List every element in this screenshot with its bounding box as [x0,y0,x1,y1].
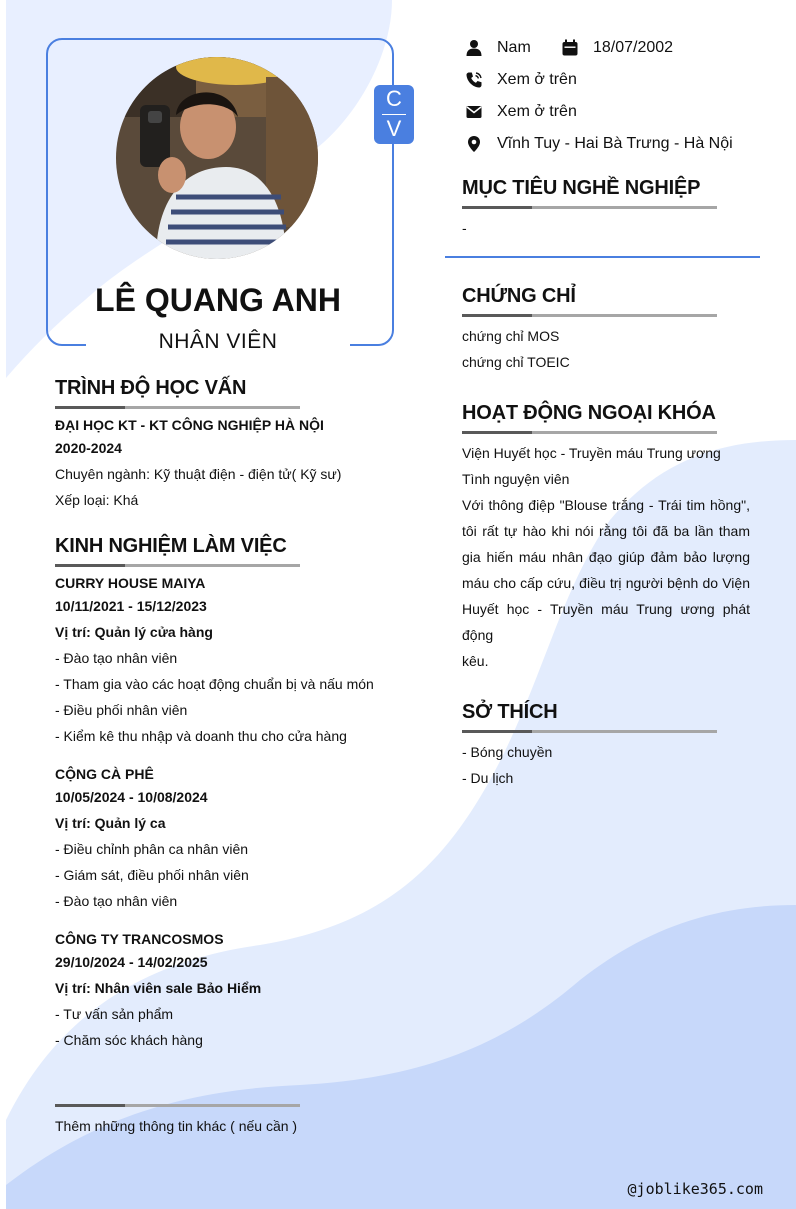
contact-gender-row [465,39,483,62]
other-info-text: Thêm những thông tin khác ( nếu cần ) [55,1118,298,1134]
objective-divider [445,256,760,258]
hobby-item: - Bóng chuyền [462,744,553,760]
certificates-heading-rule [462,314,717,317]
email-value: Xem ở trên [497,103,577,120]
avatar [116,57,318,259]
location-icon [465,135,483,153]
job-position: Vị trí: Nhân viên sale Bảo Hiểm [55,980,262,996]
activity-description-line: kêu. [462,653,489,669]
hobby-item: - Du lịch [462,770,514,786]
certificates-heading: CHỨNG CHỈ [462,285,576,307]
activity-org: Viện Huyết học - Truyền máu Trung ương [462,445,721,461]
job-position: Vị trí: Quản lý ca [55,815,166,831]
job-task: - Giám sát, điều phối nhân viên [55,867,249,883]
activity-description [462,492,750,674]
phone-icon [465,71,483,89]
certificate-item: chứng chỉ MOS [462,328,560,344]
address-value: Vĩnh Tuy - Hai Bà Trưng - Hà Nội [497,135,733,152]
activity-role: Tình nguyện viên [462,471,570,487]
job-period: 29/10/2024 - 14/02/2025 [55,954,208,970]
hobbies-heading: SỞ THÍCH [462,701,558,723]
job-task: - Kiểm kê thu nhập và doanh thu cho cửa hàng [55,728,347,744]
contact-email-icon-wrap [465,103,483,126]
job-task: - Tư vấn sản phẩm [55,1006,174,1022]
education-heading-rule [55,406,300,409]
contact-dob-icon-wrap [561,39,579,62]
full-name: LÊ QUANG ANH [95,282,341,318]
education-school: ĐẠI HỌC KT - KT CÔNG NGHIỆP HÀ NỘI [55,417,324,433]
job-task: - Điều chỉnh phân ca nhân viên [55,841,249,857]
job-period: 10/11/2021 - 15/12/2023 [55,598,207,614]
job-task: - Điều phối nhân viên [55,702,188,718]
activity-description-line: Huyết học - Truyền máu Trung ương phát động [462,601,750,643]
job-task: - Chăm sóc khách hàng [55,1032,203,1048]
objective-heading: MỤC TIÊU NGHỀ NGHIỆP [462,177,701,199]
job-position: Vị trí: Quản lý cửa hàng [55,624,213,640]
objective-text: - [462,220,467,236]
job-task: - Đào tạo nhân viên [55,650,178,666]
cv-badge-letter-c: C [386,86,402,111]
contact-phone-icon-wrap [465,71,483,94]
activities-heading: HOẠT ĐỘNG NGOẠI KHÓA [462,402,716,424]
footer-watermark: @joblike365.com [627,1180,763,1198]
experience-heading: KINH NGHIỆM LÀM VIỆC [55,535,287,557]
job-task: - Đào tạo nhân viên [55,893,178,909]
email-icon [465,103,483,121]
calendar-icon [561,39,579,57]
other-info-rule [55,1104,300,1107]
job-task: - Tham gia vào các hoạt động chuẩn bị và nấu món [55,676,374,692]
avatar-photo [116,57,318,259]
education-heading: TRÌNH ĐỘ HỌC VẤN [55,377,247,399]
user-icon [465,39,483,57]
education-period: 2020-2024 [55,440,122,456]
job-period: 10/05/2024 - 10/08/2024 [55,789,208,805]
education-major: Chuyên ngành: Kỹ thuật điện - điện tử( Kỹ sư) [55,466,342,482]
cv-badge [374,85,414,144]
dob-value: 18/07/2002 [593,39,674,56]
hobbies-heading-rule [462,730,717,733]
activity-description-line: Với thông điệp "Blouse trắng - Trái tim hồng", [462,497,750,513]
job-company: CỘNG CÀ PHÊ [55,766,154,782]
job-title: NHÂN VIÊN [158,330,278,353]
objective-heading-rule [462,206,717,209]
activities-heading-rule [462,431,717,434]
experience-heading-rule [55,564,300,567]
activity-description-line: gia hiến máu nhân đạo giúp đảm bảo lượng [462,549,750,565]
certificate-item: chứng chỉ TOEIC [462,354,570,370]
cv-badge-divider [382,114,406,115]
job-company: CÔNG TY TRANCOSMOS [55,931,224,947]
phone-value: Xem ở trên [497,71,577,88]
cv-badge-letter-v: V [386,116,402,141]
education-grade: Xếp loại: Khá [55,492,139,508]
gender-value: Nam [497,39,531,56]
job-company: CURRY HOUSE MAIYA [55,575,206,591]
activity-description-line: máu cho cấp cứu, điều trị người bệnh do Viện [462,575,750,591]
activity-description-line: tôi rất tự hào khi nói rằng tôi đã ba lần tham [462,523,750,539]
contact-location-icon-wrap [465,135,483,158]
